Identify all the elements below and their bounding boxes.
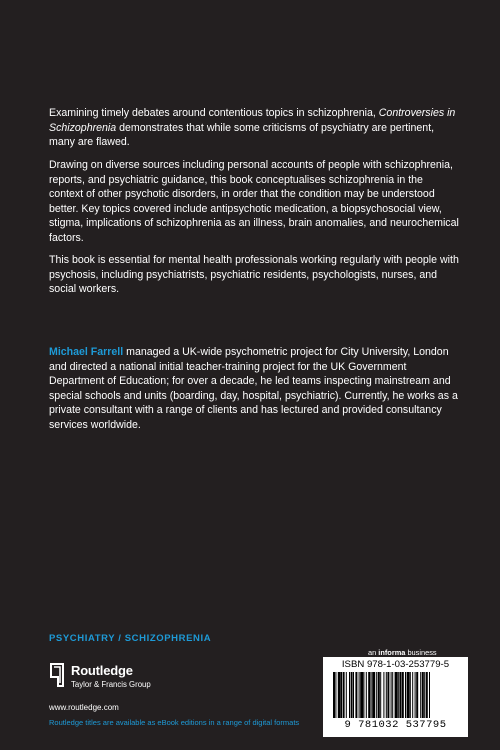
- informa-suffix: business: [405, 648, 437, 657]
- informa-name: informa: [378, 648, 406, 657]
- barcode-bar: [343, 672, 345, 718]
- description-intro-end: demonstrates that while some criticisms of psychiatry are pertinent, many are flawed.: [49, 121, 435, 149]
- isbn-barcode: [323, 657, 468, 737]
- barcode-bars: [333, 672, 458, 718]
- ebook-note: Routledge titles are available as eBook editions in a range of digital formats: [49, 718, 300, 727]
- barcode-bar: [333, 672, 335, 718]
- barcode-bar: [360, 672, 363, 718]
- barcode-bar: [353, 672, 354, 718]
- author-bio-text: managed a UK-wide psychometric project for City University, London and directed a national initial teacher-training project for the UK Government Department of Education; for over a decade, he led teams inspecting mainstream and special schools and units (boarding, day, hospital, psychiatric). Currently, he works as a private consultant with a range of clients and has lectured and provided consultancy services worldwide.: [49, 346, 458, 431]
- barcode-bar: [349, 672, 350, 718]
- barcode-bar: [392, 672, 393, 718]
- barcode-bar: [359, 672, 360, 718]
- barcode-bar: [416, 672, 418, 718]
- barcode-bar: [391, 672, 392, 718]
- routledge-logo-icon: [49, 663, 65, 687]
- publisher-website[interactable]: www.routledge.com: [49, 703, 119, 712]
- description-intro: Examining timely debates around contentious topics in schizophrenia,: [49, 107, 379, 119]
- barcode-bar: [383, 672, 384, 718]
- barcode-bar: [368, 672, 370, 718]
- barcode-bar: [338, 672, 341, 718]
- barcode-bar: [386, 672, 387, 718]
- informa-prefix: an: [368, 648, 379, 657]
- description-paragraph-2: [49, 158, 459, 246]
- informa-tagline: [368, 648, 437, 657]
- barcode-bar: [380, 672, 381, 718]
- book-title-italic: Controversies in Schizophrenia: [49, 107, 456, 134]
- description-paragraph-1: [49, 106, 459, 150]
- barcode-bar: [395, 672, 398, 718]
- barcode-bar: [372, 672, 375, 718]
- publisher-name: Routledge: [71, 663, 133, 678]
- barcode-digits: 9 781032 537795: [344, 719, 447, 731]
- barcode-bar: [366, 672, 367, 718]
- isbn-number: ISBN 978-1-03-253779-5: [341, 659, 450, 670]
- barcode-bar: [355, 672, 357, 718]
- barcode-bar: [407, 672, 410, 718]
- description-text-3: This book is essential for mental health professionals working regularly with people with psychosis, including psychiatrists, psychiatric residents, psychologists, nurses, and social workers.: [49, 254, 459, 296]
- description-text-2: Drawing on diverse sources including personal accounts of people with schizophrenia, reports, and psychiatric guidance, this book conceptualises schizophrenia in the context of other psychotic disorders, in order that the condition may be understood better. Key topics covered include antipsychotic medication, a biopsychosocial view, stigma, implications of schizophrenia as an illness, brain anomalies, and neurochemical factors.: [49, 159, 459, 244]
- barcode-bar: [387, 672, 389, 718]
- barcode-bar: [420, 672, 421, 718]
- description-paragraph-3: [49, 253, 459, 297]
- barcode-bar: [412, 672, 413, 718]
- barcode-bar: [405, 672, 406, 718]
- author-bio: [49, 345, 459, 433]
- barcode-bar: [426, 672, 428, 718]
- barcode-bar: [335, 672, 336, 718]
- barcode-bar: [429, 672, 430, 718]
- barcode-bar: [371, 672, 372, 718]
- barcode-bar: [415, 672, 416, 718]
- barcode-bar: [402, 672, 404, 718]
- barcode-bar: [378, 672, 380, 718]
- publisher-group: Taylor & Francis Group: [71, 680, 151, 689]
- barcode-bar: [399, 672, 401, 718]
- barcode-bar: [398, 672, 399, 718]
- author-name: Michael Farrell: [49, 346, 124, 358]
- barcode-bar: [341, 672, 342, 718]
- barcode-bar: [363, 672, 364, 718]
- barcode-bar: [351, 672, 353, 718]
- barcode-bar: [422, 672, 424, 718]
- barcode-bar: [376, 672, 377, 718]
- subject-category: PSYCHIATRY / SCHIZOPHRENIA: [49, 633, 212, 644]
- barcode-bar: [410, 672, 411, 718]
- barcode-bar: [346, 672, 347, 718]
- barcode-bar: [424, 672, 425, 718]
